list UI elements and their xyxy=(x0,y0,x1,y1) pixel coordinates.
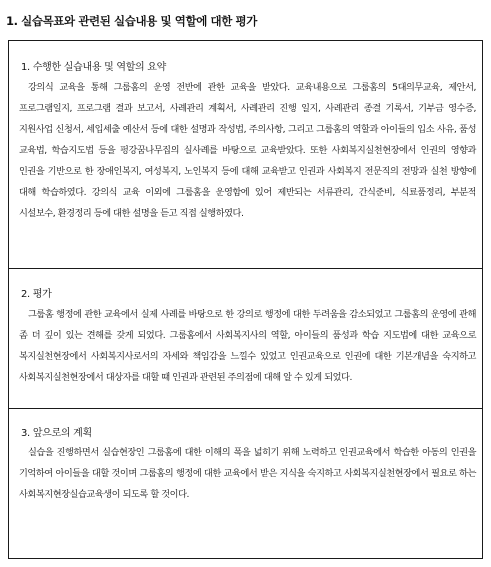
section-evaluation xyxy=(9,269,482,409)
evaluation-table xyxy=(8,40,483,559)
document-title: 1. 실습목표와 관련된 실습내용 및 역할에 대한 평가 xyxy=(6,14,257,28)
section-future-plan xyxy=(9,409,482,558)
section-future-plan-body: 실습을 진행하면서 실습현장인 그룹홈에 대한 이해의 폭을 넓히기 위해 노력하고 인권교육에서 학습한 아동의 인권을 기억하여 아이들을 대할 것이며 그룹홈의 행정에 대한 교육에서 받은 지식을 숙지하고 사회복지실천현장에서 필요로 하는 사회복지현장실습교육생이 되도록 할 것이다. xyxy=(19,447,476,500)
section-summary-body: 강의식 교육을 통해 그룹홈의 운영 전반에 관한 교육을 받았다. 교육내용으로 그룹홈의 5대의무교육, 제안서, 프로그램일지, 프로그램 결과 보고서, 사례관리 계획서, 사례관리 진행 일지, 사례관리 종결 기록서, 기부금 영수증, 지원사업 신청서, 세입세출 예산서 등에 대한 설명과 작성법, 주의사항, 그리고 그룹홈의 역할과 아이들의 입소 사유, 품성 교육법, 학습지도법 등을 펑강꿈나무집의 실사례를 바탕으로 교육받았다. 또한 사회복지실천현장에서 인권의 영향과 인권을 기반으로 한 장애인복지, 여성복지, 노인복지 등에 대해 교육받고 인권과 사회복지 전문직의 전망과 실천 방향에 대해 학습하였다. 강의식 교육 이외에 그룹홈을 운영함에 있어 제반되는 서류관리, 간식준비, 식료품정리, 부분적 시설보수, 환경정리 등에 대한 설명을 듣고 직접 실행하였다. xyxy=(19,82,476,219)
section-evaluation-body: 그룹홈 행정에 관한 교육에서 실제 사례를 바탕으로 한 강의로 행정에 대한 두려움을 감소되었고 그룹홈의 운영에 관해 좀 더 깊이 있는 견해를 갖게 되었다. 그룹홈에서 사회복지사의 역할, 아이들의 품성과 학습 지도법에 대한 교육으로 복지실천현장에서 사회복지사로서의 자세와 책임감을 느낄수 있었고 인권교육으로 인권에 대한 기본개념을 숙지하고 사회복지실천현장에서 대상자를 대할 때 인권과 관련된 주의점에 대해 알 수 있게 되었다. xyxy=(19,309,476,383)
section-summary-heading: 1. 수행한 실습내용 및 역할의 요약 xyxy=(21,62,167,73)
section-future-plan-heading: 3. 앞으로의 계획 xyxy=(21,428,92,439)
section-summary xyxy=(9,41,482,269)
section-evaluation-heading: 2. 평가 xyxy=(21,289,52,300)
